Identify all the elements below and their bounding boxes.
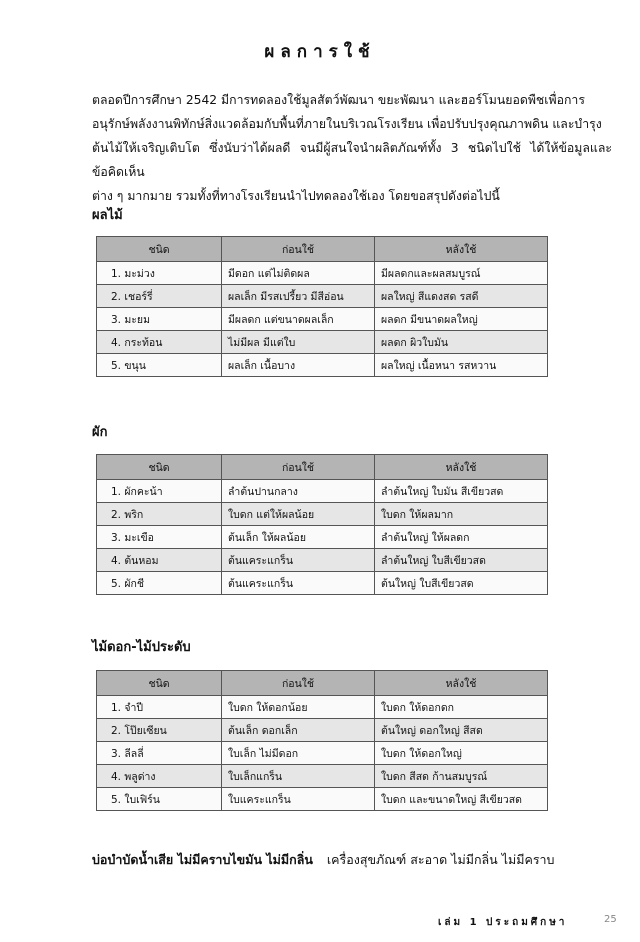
table-row bbox=[97, 719, 548, 742]
cell-type: 1. มะม่วง bbox=[97, 262, 222, 285]
cell-after: ผลดก ผิวใบมัน bbox=[375, 331, 548, 354]
cell-after: ผลใหญ่ เนื้อหนา รสหวาน bbox=[375, 354, 548, 377]
header-before: ก่อนใช้ bbox=[222, 671, 375, 696]
table-header-row bbox=[97, 671, 548, 696]
cell-after: ใบดก สีสด ก้านสมบูรณ์ bbox=[375, 765, 548, 788]
cell-after: ผลดก มีขนาดผลใหญ่ bbox=[375, 308, 548, 331]
cell-before: ผลเล็ก เนื้อบาง bbox=[222, 354, 375, 377]
table-row bbox=[97, 354, 548, 377]
table-row bbox=[97, 308, 548, 331]
intro-line: ต่าง ๆ มากมาย รวมทั้งที่ทางโรงเรียนนำไปทดลองใช้เอง โดยขอสรุปดังต่อไปนี้ bbox=[92, 189, 500, 203]
summary-sanitary: เครื่องสุขภัณฑ์ สะอาด ไม่มีกลิ่น ไม่มีคราบ bbox=[326, 852, 555, 867]
table-header-row bbox=[97, 455, 548, 480]
cell-before: มีผลดก แต่ขนาดผลเล็ก bbox=[222, 308, 375, 331]
cell-after: ผลใหญ่ สีแดงสด รสดี bbox=[375, 285, 548, 308]
cell-before: มีดอก แต่ไม่ติดผล bbox=[222, 262, 375, 285]
cell-type: 4. กระท้อน bbox=[97, 331, 222, 354]
intro-paragraph bbox=[92, 88, 612, 208]
cell-before: ต้นแคระแกร็น bbox=[222, 549, 375, 572]
cell-after: ลำต้นใหญ่ ใบมัน สีเขียวสด bbox=[375, 480, 548, 503]
cell-type: 2. พริก bbox=[97, 503, 222, 526]
cell-type: 1. จำปี bbox=[97, 696, 222, 719]
cell-type: 3. มะเขือ bbox=[97, 526, 222, 549]
cell-before: ลำต้นปานกลาง bbox=[222, 480, 375, 503]
cell-type: 4. ต้นหอม bbox=[97, 549, 222, 572]
ornamentals-table bbox=[96, 670, 548, 811]
cell-type: 2. โป๊ยเซียน bbox=[97, 719, 222, 742]
cell-after: ใบดก ให้ผลมาก bbox=[375, 503, 548, 526]
cell-before: ไม่มีผล มีแต่ใบ bbox=[222, 331, 375, 354]
table-row bbox=[97, 331, 548, 354]
cell-before: ใบเล็กแกร็น bbox=[222, 765, 375, 788]
cell-after: ใบดก ให้ดอกดก bbox=[375, 696, 548, 719]
table-row bbox=[97, 765, 548, 788]
cell-type: 4. พลูด่าง bbox=[97, 765, 222, 788]
page-number: 25 bbox=[604, 914, 617, 925]
cell-before: ต้นเล็ก ให้ผลน้อย bbox=[222, 526, 375, 549]
summary-wastewater: บ่อบำบัดน้ำเสีย ไม่มีคราบไขมัน ไม่มีกลิ่น bbox=[92, 852, 313, 867]
table-row bbox=[97, 572, 548, 595]
cell-before: ผลเล็ก มีรสเปรี้ยว มีสีอ่อน bbox=[222, 285, 375, 308]
intro-line: อนุรักษ์พลังงานพิทักษ์สิ่งแวดล้อมกับพื้นที่ภายในบริเวณโรงเรียน เพื่อปรับปรุงคุณภาพดิน และบำรุง bbox=[92, 117, 602, 131]
intro-line: ตลอดปีการศึกษา 2542 มีการทดลองใช้มูลสัตว์พัฒนา ขยะพัฒนา และฮอร์โมนยอดพืชเพื่อการ bbox=[92, 93, 585, 107]
cell-before: ใบดก ให้ดอกน้อย bbox=[222, 696, 375, 719]
cell-type: 5. ผักชี bbox=[97, 572, 222, 595]
table-row bbox=[97, 503, 548, 526]
header-before: ก่อนใช้ bbox=[222, 455, 375, 480]
table-header-row bbox=[97, 237, 548, 262]
cell-before: ใบดก แต่ให้ผลน้อย bbox=[222, 503, 375, 526]
cell-type: 2. เชอร์รี่ bbox=[97, 285, 222, 308]
vegetables-table bbox=[96, 454, 548, 595]
header-type: ชนิด bbox=[97, 237, 222, 262]
page-title: ผลการใช้ bbox=[264, 42, 376, 62]
table-row bbox=[97, 696, 548, 719]
table-row bbox=[97, 526, 548, 549]
cell-before: ต้นแคระแกร็น bbox=[222, 572, 375, 595]
cell-before: ต้นเล็ก ดอกเล็ก bbox=[222, 719, 375, 742]
header-type: ชนิด bbox=[97, 455, 222, 480]
intro-line: ต้นไม้ให้เจริญเติบโต ซึ่งนับว่าได้ผลดี จนมีผู้สนใจนำผลิตภัณฑ์ทั้ง 3 ชนิดไปใช้ ได้ให้ข้อมูลและข้อคิดเห็น bbox=[92, 141, 612, 179]
cell-type: 5. ใบเฟิร์น bbox=[97, 788, 222, 811]
header-after: หลังใช้ bbox=[375, 671, 548, 696]
cell-after: มีผลดกและผลสมบูรณ์ bbox=[375, 262, 548, 285]
cell-type: 3. มะยม bbox=[97, 308, 222, 331]
header-after: หลังใช้ bbox=[375, 455, 548, 480]
cell-before: ใบเล็ก ไม่มีดอก bbox=[222, 742, 375, 765]
cell-before: ใบแคระแกร็น bbox=[222, 788, 375, 811]
section-heading-ornamentals: ไม้ดอก-ไม้ประดับ bbox=[92, 640, 191, 655]
table-row bbox=[97, 262, 548, 285]
cell-after: ต้นใหญ่ ใบสีเขียวสด bbox=[375, 572, 548, 595]
cell-after: ใบดก และขนาดใหญ่ สีเขียวสด bbox=[375, 788, 548, 811]
header-before: ก่อนใช้ bbox=[222, 237, 375, 262]
summary-line bbox=[92, 850, 555, 870]
cell-type: 5. ขนุน bbox=[97, 354, 222, 377]
footer-volume: เล่ม 1 ประถมศึกษา bbox=[438, 917, 568, 928]
table-row bbox=[97, 285, 548, 308]
section-heading-fruits: ผลไม้ bbox=[92, 208, 123, 223]
cell-after: ลำต้นใหญ่ ให้ผลดก bbox=[375, 526, 548, 549]
cell-after: ใบดก ให้ดอกใหญ่ bbox=[375, 742, 548, 765]
cell-type: 1. ผักคะน้า bbox=[97, 480, 222, 503]
cell-after: ต้นใหญ่ ดอกใหญ่ สีสด bbox=[375, 719, 548, 742]
table-row bbox=[97, 742, 548, 765]
table-row bbox=[97, 549, 548, 572]
table-row bbox=[97, 480, 548, 503]
cell-type: 3. ลีลลี่ bbox=[97, 742, 222, 765]
cell-after: ลำต้นใหญ่ ใบสีเขียวสด bbox=[375, 549, 548, 572]
header-type: ชนิด bbox=[97, 671, 222, 696]
fruits-table bbox=[96, 236, 548, 377]
header-after: หลังใช้ bbox=[375, 237, 548, 262]
section-heading-vegetables: ผัก bbox=[92, 425, 108, 440]
table-row bbox=[97, 788, 548, 811]
